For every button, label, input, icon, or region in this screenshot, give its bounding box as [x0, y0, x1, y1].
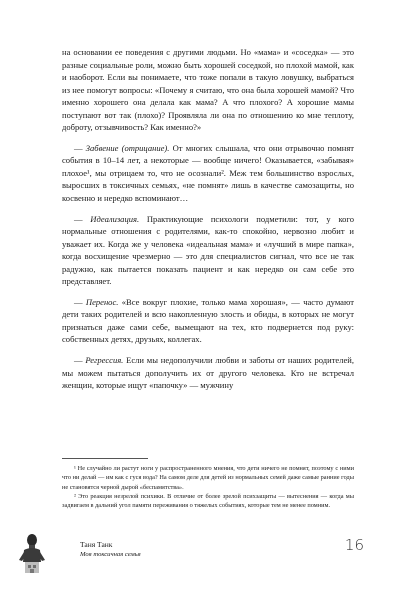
author-name: Таня Танк	[80, 540, 113, 549]
footnote-divider	[62, 458, 148, 459]
paragraph-text: От многих слышала, что они отрывочно помнят события в 10–14 лет, а некоторые — вообще ничего! Оказывается, «забывая» плохое¹, мы отрицаем то, что не осознали². Меж тем большинство взрослых, выросших в токсичных семьях, «не помнят» лишь в качестве самозащиты, но косвенно и нередко вспоминают…	[62, 142, 355, 204]
footnote-1: ¹ Не случайно ли растут ноги у распространенного мнения, что дети ничего не помнят, поэтому с ними что ни делай — им как с гуся вода? На самом деле для детей из нормальных семей даже самые ранние годы не становятся черной дырой «беспамятства».	[62, 465, 354, 491]
term-denial: Забвение (отрицание).	[85, 142, 170, 153]
paragraph-text: Если мы недополучили любви и заботы от наших родителей, мы можем пытаться дополучить их от другого человека. Кто не встречал женщин, которые ищут «папочку» — мужчину	[62, 355, 354, 391]
paragraph-roles	[62, 46, 354, 134]
paragraph-denial: — Забвение (отрицание). От многих слышала, что они отрывочно помнят события в 10–14 лет, а некоторые — вообще ничего! Оказывается, «забывая» плохое¹, мы отрицаем то, что не осознали². Меж тем большинство взрослых, выросших в токсичных семьях, «не помнят» лишь в качестве самозащиты, но косвенно и нередко вспоминают…	[62, 142, 355, 204]
page-footer	[16, 532, 390, 578]
book-title: Моя токсичная семья	[80, 551, 141, 558]
paragraph-text: «Все вокруг плохие, только мама хорошая», — часто думают дети таких родителей и всю накопленную злость и обиды, в которых не могут признаться даже сами себе, вымещают на тех, кто подвернется под руку: собственных детях, друзьях, коллегах.	[62, 296, 354, 345]
paragraph-regression: — Регрессия. Если мы недополучили любви и заботы от наших родителей, мы можем пытаться дополучить их от другого человека. Кто не встречал женщин, которые ищут «папочку» — мужчину	[62, 355, 354, 391]
footnotes	[62, 464, 354, 510]
page-number: 16	[344, 536, 364, 554]
paragraph-idealization: — Идеализация. Практикующие психологи подметили: тот, у кого нормальные отношения с родителями, как-то спокойно, нервозно любит и уважает их. Когда же у человека «идеальная мама» и «лучший в мире папка», когда восхищение чрезмерно — это для специалистов сигнал, что все не так радужно, как пытается показать пациент и как нередко он сам себе это представляет.	[62, 213, 355, 287]
term-transfer: Перенос.	[85, 296, 119, 307]
footnote-2: ² Это реакция незрелой психики. В отличие от более зрелой психзащиты — вытеснения — когда мы задвигаем в дальний угол памяти переживания о тяжелых событиях, которые тем не менее помним.	[62, 492, 354, 510]
term-idealization: Идеализация.	[90, 213, 140, 224]
term-regression: Регрессия.	[85, 355, 124, 366]
author-figure-icon	[16, 532, 48, 576]
paragraph-text: Практикующие психологи подметили: тот, у кого нормальные отношения с родителями, как-то спокойно, нервозно любит и уважает их. Когда же у человека «идеальная мама» и «лучший в мире папка», когда восхищение чрезмерно — это для специалистов сигнал, что все не так радужно, как пытается показать пациент и как нередко он сам себе это представляет.	[62, 213, 355, 287]
paragraph-text: на основании ее поведения с другими людьми. Но «мама» и «соседка» — это разные социальные роли, можно быть хорошей соседкой, но плохой мамой, как и наоборот. Если вы понимаете, что тоже попали в такую ловушку, выбраться из нее помогут вопросы: «Почему я считаю, что она была хорошей мамой? Что именно хорошего она делала как мама? А что плохого? А хорошие мамы поступают вот так (плохо)? Проявляла ли она по отношению ко мне теплоту, доброту, отзывчивость? Как именно?»	[62, 47, 354, 133]
page-body	[62, 46, 354, 392]
paragraph-transfer: — Перенос. «Все вокруг плохие, только мама хорошая», — часто думают дети таких родителей и всю накопленную злость и обиды, в которых не могут признаться даже сами себе, вымещают на тех, кто подвернется под руку: собственных детях, друзьях, коллегах.	[62, 296, 354, 345]
